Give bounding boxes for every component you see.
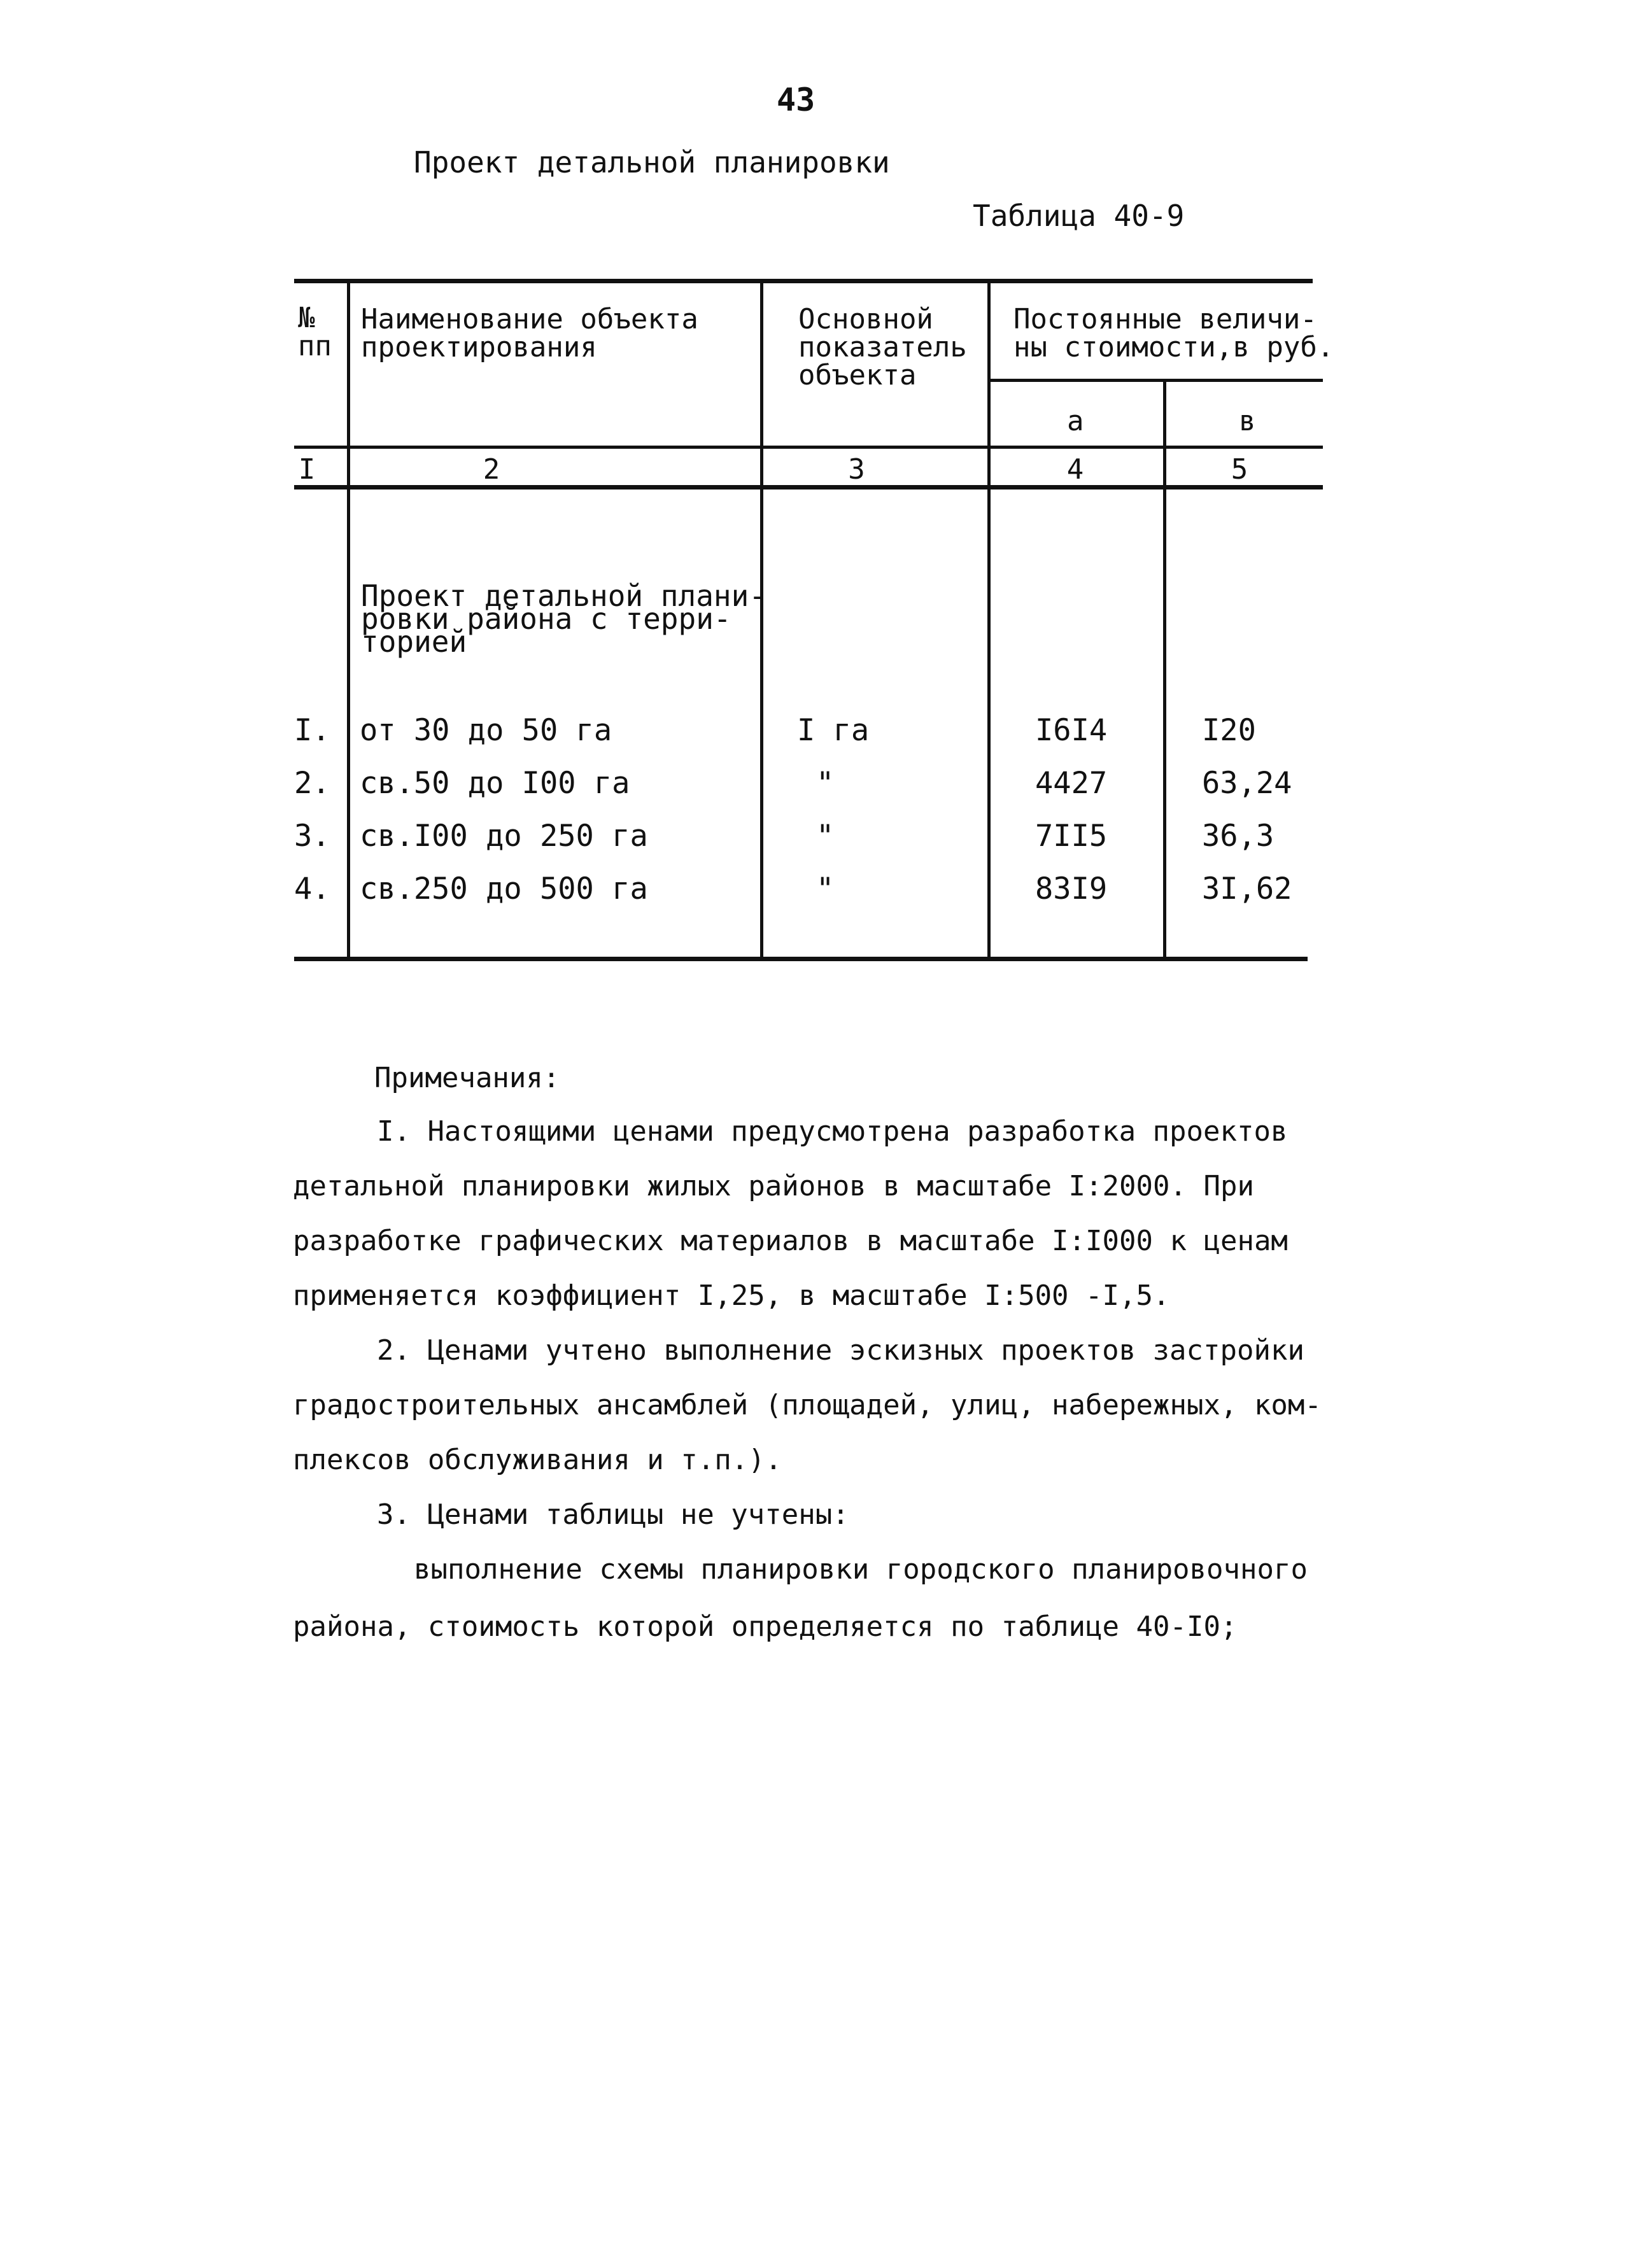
row-name: св.I00 до 250 га	[360, 819, 648, 854]
row-indicator: "	[816, 819, 835, 854]
header-subrule	[990, 379, 1323, 382]
page-number: 43	[777, 81, 816, 118]
notes-heading: Примечания:	[374, 1062, 560, 1094]
row-value-a: I6I4	[1035, 713, 1108, 748]
column-number-4: 4	[1066, 453, 1084, 486]
row-number: 3.	[294, 819, 330, 854]
note-line: I. Настоящими ценами предусмотрена разработка проектов	[377, 1115, 1288, 1148]
column-number-1: I	[298, 453, 316, 486]
document-title: Проект детальной планировки	[414, 145, 890, 180]
row-value-a: 7II5	[1035, 819, 1108, 854]
note-line: градостроительных ансамблей (площадей, улиц, набережных, ком-	[293, 1389, 1322, 1421]
col-divider-3	[987, 280, 991, 959]
row-number: 2.	[294, 766, 330, 801]
header-b: в	[1239, 405, 1256, 437]
section-title: Проект детальной плани- ровки района с терри- торией	[361, 579, 766, 659]
note-line: района, стоимость которой определяется по таблице 40-I0;	[293, 1610, 1238, 1643]
col-divider-1	[347, 280, 350, 959]
row-value-b: 36,3	[1202, 819, 1274, 854]
colnum-bottom-rule	[294, 485, 1323, 490]
note-line: разработке графических материалов в масштабе I:I000 к ценам	[293, 1225, 1288, 1257]
note-line: плексов обслуживания и т.п.).	[293, 1444, 782, 1476]
row-indicator: "	[816, 766, 835, 801]
row-number: I.	[294, 713, 330, 748]
row-name: св.250 до 500 га	[360, 871, 648, 906]
row-indicator: I га	[797, 713, 870, 748]
note-line: применяется коэффициент I,25, в масштабе I:500 -I,5.	[293, 1279, 1170, 1312]
row-value-b: 63,24	[1202, 766, 1292, 801]
row-value-b: 3I,62	[1202, 871, 1292, 906]
header-num: № пп	[298, 302, 332, 362]
row-number: 4.	[294, 871, 330, 906]
table-top-rule	[294, 279, 1313, 283]
row-value-a: 83I9	[1035, 871, 1108, 906]
note-line: 3. Ценами таблицы не учтены:	[377, 1498, 849, 1531]
row-indicator: "	[816, 871, 835, 906]
header-a: а	[1067, 405, 1084, 437]
row-name: от 30 до 50 га	[360, 713, 612, 748]
note-line: выполнение схемы планировки городского планировочного	[414, 1553, 1308, 1586]
row-value-a: 4427	[1035, 766, 1108, 801]
table-bottom-rule	[294, 957, 1308, 961]
row-name: св.50 до I00 га	[360, 766, 630, 801]
header-name: Наименование объекта проектирования	[361, 303, 698, 363]
note-line: 2. Ценами учтено выполнение эскизных проектов застройки	[377, 1334, 1304, 1367]
column-number-2: 2	[483, 453, 500, 486]
note-line: детальной планировки жилых районов в масштабе I:2000. При	[293, 1170, 1254, 1202]
column-number-5: 5	[1231, 453, 1248, 486]
header-indicator: Основной показатель объекта	[798, 303, 967, 391]
column-number-3: 3	[848, 453, 865, 486]
table-label: Таблица 40-9	[973, 199, 1185, 233]
row-value-b: I20	[1202, 713, 1256, 748]
header-const: Постоянные величи- ны стоимости,в руб.	[1013, 303, 1334, 363]
header-bottom-rule	[294, 446, 1323, 449]
